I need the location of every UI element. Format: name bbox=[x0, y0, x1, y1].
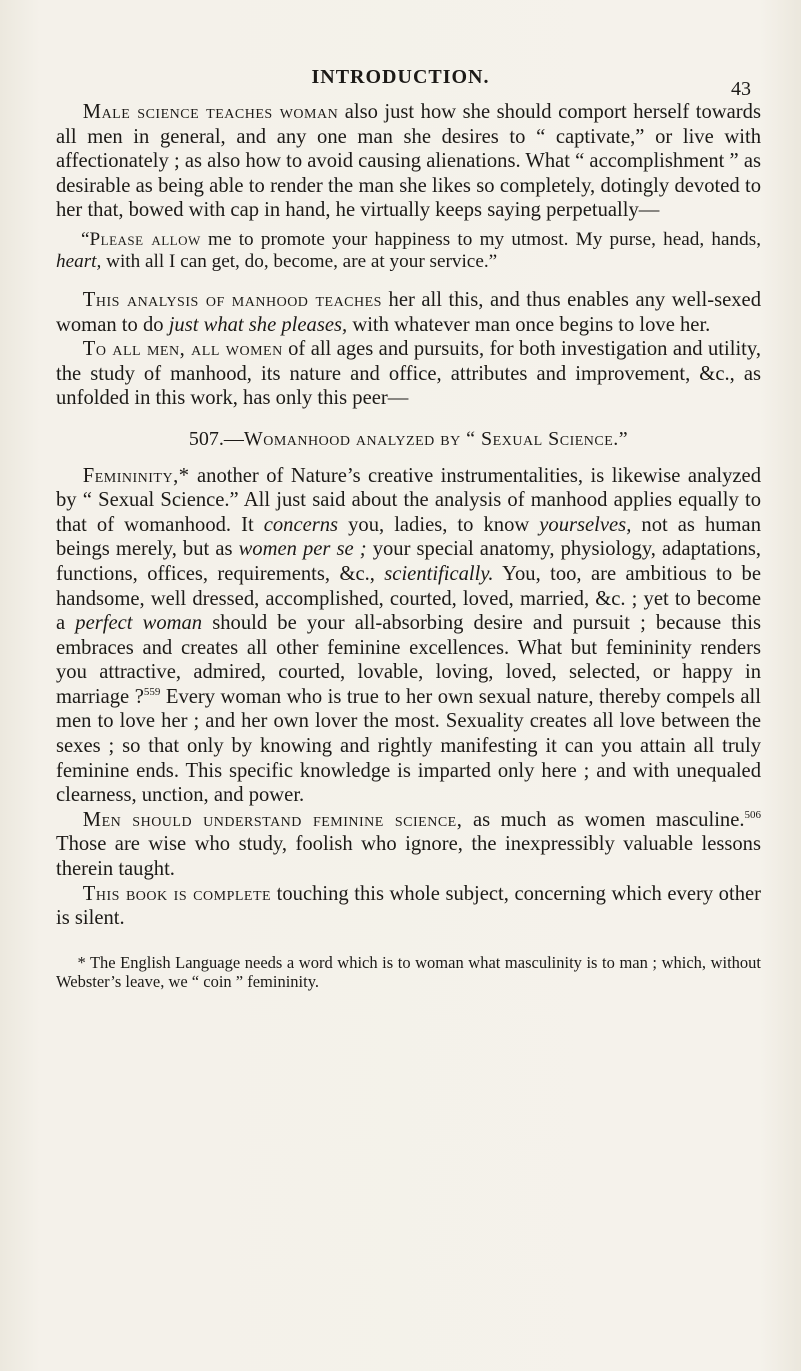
paragraph-lead: Male science teaches woman bbox=[82, 101, 339, 123]
paragraph-men-should bbox=[56, 808, 761, 882]
text-run: you, ladies, to know bbox=[338, 513, 540, 536]
paragraph-lead: Femininity,* bbox=[82, 464, 190, 487]
paragraph-analysis-manhood bbox=[56, 288, 761, 337]
text-run: another of Nature’s creative instrumentalities, is likewise analyzed by “ Sexual Science.” All just said about the analysis of manhood applies equally to that of womanhood. It bbox=[56, 464, 761, 536]
footnote: * The English Language needs a word which is to woman what masculinity is to man ; which, without Webster’s leave, we “ coin ” femininity. bbox=[56, 952, 761, 991]
text-run: not as human beings merely, but as bbox=[56, 513, 761, 561]
quote-italic: heart, bbox=[56, 251, 102, 273]
page-number: 43 bbox=[731, 78, 751, 100]
paragraph-lead: To all men, all women bbox=[82, 338, 283, 361]
italic-run: yourselves, bbox=[539, 513, 632, 536]
text-run: You, too, are ambitious to be handsome, well dressed, accomplished, courted, loved, married, &c. ; yet to become a bbox=[56, 562, 761, 635]
quote-lead: Please allow bbox=[89, 228, 201, 250]
paragraph-lead: This book is complete bbox=[82, 882, 272, 905]
section-title: Womanhood analyzed by “ Sexual Science.” bbox=[243, 427, 629, 450]
section-heading bbox=[56, 427, 761, 452]
paragraph-all-men bbox=[56, 337, 761, 411]
text-run: Every woman who is true to her own sexual nature, thereby compels all men to love her ; and her own lover the most. Sexuality creates all love between the sexes ; so that only by knowing and rightly manifesting it can you attain all truly feminine ends. This specific knowledge is imparted only here ; and with unequaled clearness, unction, and power. bbox=[56, 685, 762, 807]
quotation bbox=[56, 229, 761, 274]
italic-run: women per se ; bbox=[238, 538, 367, 561]
paragraph-italic: just what she pleases, bbox=[168, 313, 348, 336]
running-title: INTRODUCTION. bbox=[311, 66, 490, 88]
section-number: 507.— bbox=[188, 427, 244, 450]
paragraph-femininity bbox=[56, 464, 761, 808]
text-run: Those are wise who study, foolish who ignore, the inexpressibly valuable lessons therein taught. bbox=[56, 833, 761, 881]
page-header bbox=[0, 58, 801, 98]
paragraph-text: her all this, and thus enables any well-sexed woman to do bbox=[56, 288, 761, 336]
paragraph-lead: This analysis of manhood teaches bbox=[82, 288, 382, 311]
paragraph-text: of all ages and pursuits, for both investigation and utility, the study of manhood, its nature and office, attributes and improvement, &c., as unfolded in this work, has only this peer— bbox=[56, 338, 761, 410]
text-run: as much as women masculine. bbox=[462, 808, 745, 831]
italic-run: concerns bbox=[263, 513, 339, 536]
cross-reference: 559 bbox=[143, 686, 161, 699]
quote-text-end: with all I can get, do, become, are at your service.” bbox=[101, 251, 498, 273]
paragraph-text: touching this whole subject, concerning which every other is silent. bbox=[56, 882, 761, 930]
cross-reference: 506 bbox=[744, 808, 761, 821]
paragraph-book-complete bbox=[56, 882, 761, 931]
page-body bbox=[56, 100, 761, 991]
italic-run: perfect woman bbox=[75, 612, 203, 635]
paragraph-text: also just how she should comport herself towards all men in general, and any one man she desires to “ captivate,” or live with affectionately ; as also how to avoid causing alienations. What “ accomplishment ” as desirable as being able to render the man she likes so completely, dotingly devoted to her that, bowed with cap in hand, he virtually keeps saying perpetually— bbox=[56, 101, 761, 222]
paragraph-text-end: with whatever man once begins to love her. bbox=[347, 313, 711, 336]
paragraph-lead: Men should understand feminine science, bbox=[82, 808, 463, 831]
quote-open-mark: “ bbox=[80, 228, 90, 250]
italic-run: scientifically. bbox=[384, 562, 494, 585]
text-run: should be your all-absorbing desire and pursuit ; because this embraces and creates all other feminine excellences. What but femininity renders you attractive, admired, courted, lovable, loving, loved, selected, or happy in marriage ? bbox=[56, 612, 761, 708]
text-run: your special anatomy, physiology, adaptations, functions, offices, requirements, &c., bbox=[56, 538, 761, 585]
quote-text: me to promote your happiness to my utmost. My purse, head, hands, bbox=[200, 228, 761, 250]
paragraph-male-science bbox=[56, 100, 761, 223]
